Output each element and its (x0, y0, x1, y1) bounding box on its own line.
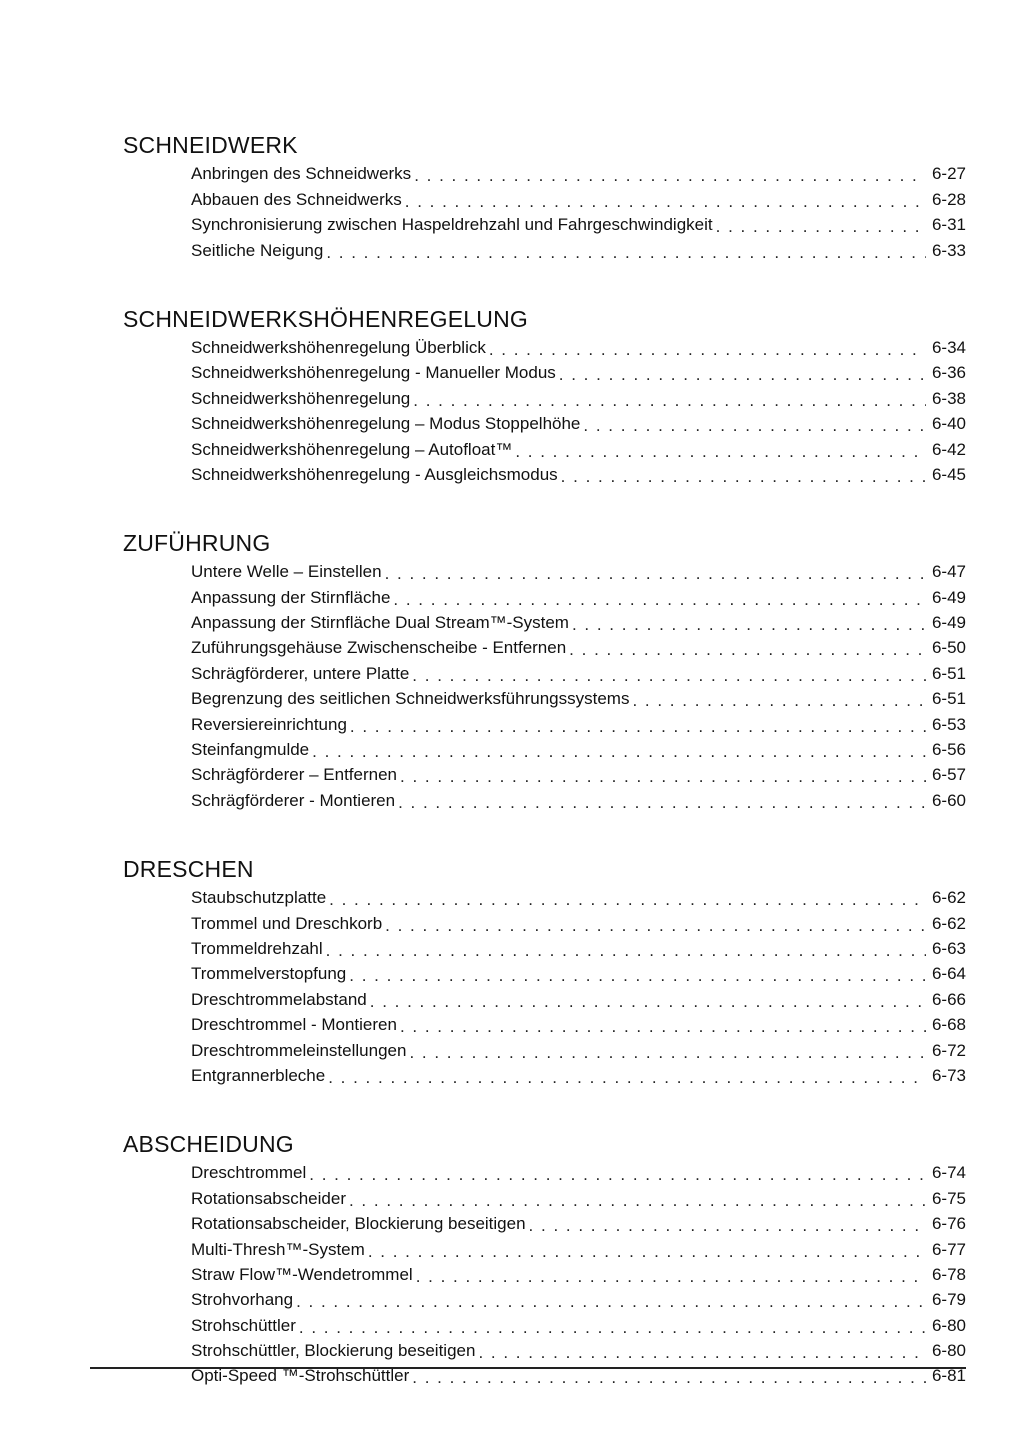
dot-leader (561, 468, 926, 485)
entry-page: 6-80 (931, 1341, 966, 1361)
toc-entry[interactable] (191, 984, 966, 1009)
dot-leader (716, 218, 926, 235)
entry-label: Reversiereinrichtung (191, 714, 347, 734)
toc-entry[interactable] (191, 1361, 966, 1386)
entry-label: Rotationsabscheider (191, 1188, 346, 1208)
dot-leader (393, 591, 926, 608)
entry-label: Schneidwerkshöhenregelung - Manueller Modus (191, 363, 556, 383)
dot-leader (559, 366, 926, 383)
entry-label: Opti-Speed ™-Strohschüttler (191, 1366, 410, 1386)
dot-leader (329, 891, 926, 908)
toc-entry[interactable] (191, 333, 966, 358)
dot-leader (632, 692, 926, 709)
entry-label: Multi-Thresh™-System (191, 1239, 365, 1259)
toc-entry[interactable] (191, 934, 966, 959)
dot-leader (412, 667, 926, 684)
toc-entry[interactable] (191, 159, 966, 184)
entry-label: Anpassung der Stirnfläche (191, 587, 391, 607)
dot-leader (328, 1069, 926, 1086)
toc-section (123, 529, 966, 811)
entry-page: 6-56 (931, 740, 966, 760)
entry-page: 6-62 (931, 888, 966, 908)
dot-leader (368, 1243, 926, 1260)
toc-entry[interactable] (191, 1061, 966, 1086)
entry-page: 6-50 (931, 638, 966, 658)
dot-leader (400, 768, 926, 785)
dot-leader (326, 244, 926, 261)
entry-label: Zuführungsgehäuse Zwischenscheibe - Entfernen (191, 638, 567, 658)
toc-entry[interactable] (191, 959, 966, 984)
section-title: DRESCHEN (123, 855, 254, 882)
entry-label: Seitliche Neigung (191, 240, 324, 260)
dot-leader (385, 917, 926, 934)
toc-entry[interactable] (191, 582, 966, 607)
entry-page: 6-53 (931, 714, 966, 734)
toc-entry[interactable] (191, 184, 966, 209)
entry-page: 6-74 (931, 1163, 966, 1183)
dot-leader (489, 341, 926, 358)
entry-page: 6-72 (931, 1040, 966, 1060)
dot-leader (416, 1268, 926, 1285)
entry-label: Abbauen des Schneidwerks (191, 189, 402, 209)
entry-label: Anbringen des Schneidwerks (191, 164, 412, 184)
entry-page: 6-49 (931, 613, 966, 633)
entry-label: Staubschutzplatte (191, 888, 327, 908)
dot-leader (385, 565, 926, 582)
entry-page: 6-38 (931, 388, 966, 408)
toc-entry[interactable] (191, 1158, 966, 1183)
toc-section (123, 305, 966, 485)
entry-label: Strohvorhang (191, 1290, 294, 1310)
toc-entry[interactable] (191, 709, 966, 734)
entry-label: Trommelverstopfung (191, 964, 347, 984)
entry-label: Schneidwerkshöhenregelung – Modus Stoppelhöhe (191, 414, 581, 434)
toc-entry[interactable] (191, 235, 966, 260)
dot-leader (409, 1044, 926, 1061)
entry-page: 6-40 (931, 414, 966, 434)
toc-entry[interactable] (191, 409, 966, 434)
toc-entry[interactable] (191, 210, 966, 235)
toc-entry[interactable] (191, 1234, 966, 1259)
entry-page: 6-28 (931, 189, 966, 209)
entry-label: Steinfangmulde (191, 740, 310, 760)
toc-entry[interactable] (191, 785, 966, 810)
toc-entry[interactable] (191, 684, 966, 709)
entry-page: 6-77 (931, 1239, 966, 1259)
entry-page: 6-75 (931, 1188, 966, 1208)
toc-entry[interactable] (191, 358, 966, 383)
entry-page: 6-47 (931, 562, 966, 582)
dot-leader (412, 1369, 926, 1386)
toc-entry[interactable] (191, 760, 966, 785)
entry-label: Schneidwerkshöhenregelung Überblick (191, 337, 486, 357)
dot-leader (529, 1217, 926, 1234)
toc-entry[interactable] (191, 1209, 966, 1234)
dot-leader (299, 1319, 926, 1336)
toc-entry[interactable] (191, 1260, 966, 1285)
entry-page: 6-36 (931, 363, 966, 383)
entry-page: 6-62 (931, 913, 966, 933)
dot-leader (370, 993, 926, 1010)
entry-label: Schneidwerkshöhenregelung - Ausgleichsmodus (191, 464, 558, 484)
entry-page: 6-66 (931, 989, 966, 1009)
entry-label: Dreschtrommeleinstellungen (191, 1040, 407, 1060)
section-title: SCHNEIDWERKSHÖHENREGELUNG (123, 305, 528, 332)
entry-page: 6-45 (931, 464, 966, 484)
entry-label: Rotationsabscheider, Blockierung beseitigen (191, 1214, 526, 1234)
entry-page: 6-81 (931, 1366, 966, 1386)
toc-entry[interactable] (191, 557, 966, 582)
footer-divider (90, 1367, 966, 1369)
section-title: ZUFÜHRUNG (123, 529, 271, 556)
toc-entry[interactable] (191, 460, 966, 485)
entry-label: Synchronisierung zwischen Haspeldrehzahl und Fahrgeschwindigkeit (191, 215, 713, 235)
toc-entry[interactable] (191, 883, 966, 908)
entry-page: 6-78 (931, 1264, 966, 1284)
entry-label: Dreschtrommel (191, 1163, 307, 1183)
entry-label: Schneidwerkshöhenregelung (191, 388, 411, 408)
dot-leader (326, 942, 926, 959)
entry-label: Trommel und Dreschkorb (191, 913, 383, 933)
dot-leader (413, 392, 926, 409)
entry-label: Strohschüttler, Blockierung beseitigen (191, 1341, 476, 1361)
entry-label: Schrägförderer, untere Platte (191, 663, 410, 683)
entry-page: 6-73 (931, 1065, 966, 1085)
dot-leader (296, 1293, 926, 1310)
entry-label: Straw Flow™-Wendetrommel (191, 1264, 413, 1284)
entry-label: Begrenzung des seitlichen Schneidwerksführungssystems (191, 689, 630, 709)
dot-leader (312, 743, 926, 760)
dot-leader (349, 967, 926, 984)
dot-leader (414, 167, 926, 184)
toc-entry[interactable] (191, 383, 966, 408)
dot-leader (572, 616, 926, 633)
dot-leader (398, 794, 926, 811)
toc-entry[interactable] (191, 1035, 966, 1060)
entry-label: Schrägförderer - Montieren (191, 790, 396, 810)
entry-page: 6-49 (931, 587, 966, 607)
entry-page: 6-51 (931, 689, 966, 709)
toc-entry[interactable] (191, 608, 966, 633)
entry-page: 6-68 (931, 1015, 966, 1035)
entry-label: Strohschüttler (191, 1315, 296, 1335)
entry-label: Dreschtrommelabstand (191, 989, 367, 1009)
entry-label: Entgrannerbleche (191, 1065, 326, 1085)
toc-entry[interactable] (191, 658, 966, 683)
dot-leader (583, 417, 926, 434)
entry-label: Untere Welle – Einstellen (191, 562, 382, 582)
entry-page: 6-51 (931, 663, 966, 683)
dot-leader (478, 1344, 926, 1361)
toc-entry[interactable] (191, 633, 966, 658)
toc-section (123, 855, 966, 1086)
entry-page: 6-76 (931, 1214, 966, 1234)
section-title: ABSCHEIDUNG (123, 1130, 294, 1157)
dot-leader (350, 718, 926, 735)
dot-leader (349, 1192, 926, 1209)
entry-label: Schneidwerkshöhenregelung – Autofloat™ (191, 439, 513, 459)
toc-entry[interactable] (191, 908, 966, 933)
dot-leader (515, 443, 926, 460)
dot-leader (400, 1018, 926, 1035)
entry-label: Trommeldrehzahl (191, 938, 323, 958)
entry-page: 6-80 (931, 1315, 966, 1335)
toc-entry[interactable] (191, 1285, 966, 1310)
entry-page: 6-34 (931, 337, 966, 357)
entry-label: Dreschtrommel - Montieren (191, 1015, 397, 1035)
dot-leader (405, 193, 926, 210)
toc-entry[interactable] (191, 1310, 966, 1335)
toc-entry[interactable] (191, 1183, 966, 1208)
table-of-contents (123, 131, 966, 1386)
dot-leader (569, 641, 926, 658)
entry-page: 6-60 (931, 790, 966, 810)
entry-label: Schrägförderer – Entfernen (191, 765, 398, 785)
toc-entry[interactable] (191, 434, 966, 459)
entry-page: 6-64 (931, 964, 966, 984)
toc-entry[interactable] (191, 1336, 966, 1361)
entry-page: 6-79 (931, 1290, 966, 1310)
entry-page: 6-63 (931, 938, 966, 958)
entry-page: 6-31 (931, 215, 966, 235)
entry-page: 6-33 (931, 240, 966, 260)
entry-page: 6-57 (931, 765, 966, 785)
dot-leader (309, 1166, 926, 1183)
entry-page: 6-42 (931, 439, 966, 459)
entry-label: Anpassung der Stirnfläche Dual Stream™-System (191, 613, 569, 633)
section-title: SCHNEIDWERK (123, 132, 298, 158)
toc-section (123, 131, 966, 261)
toc-entry[interactable] (191, 735, 966, 760)
toc-section (123, 1130, 966, 1387)
toc-entry[interactable] (191, 1010, 966, 1035)
entry-page: 6-27 (931, 164, 966, 184)
